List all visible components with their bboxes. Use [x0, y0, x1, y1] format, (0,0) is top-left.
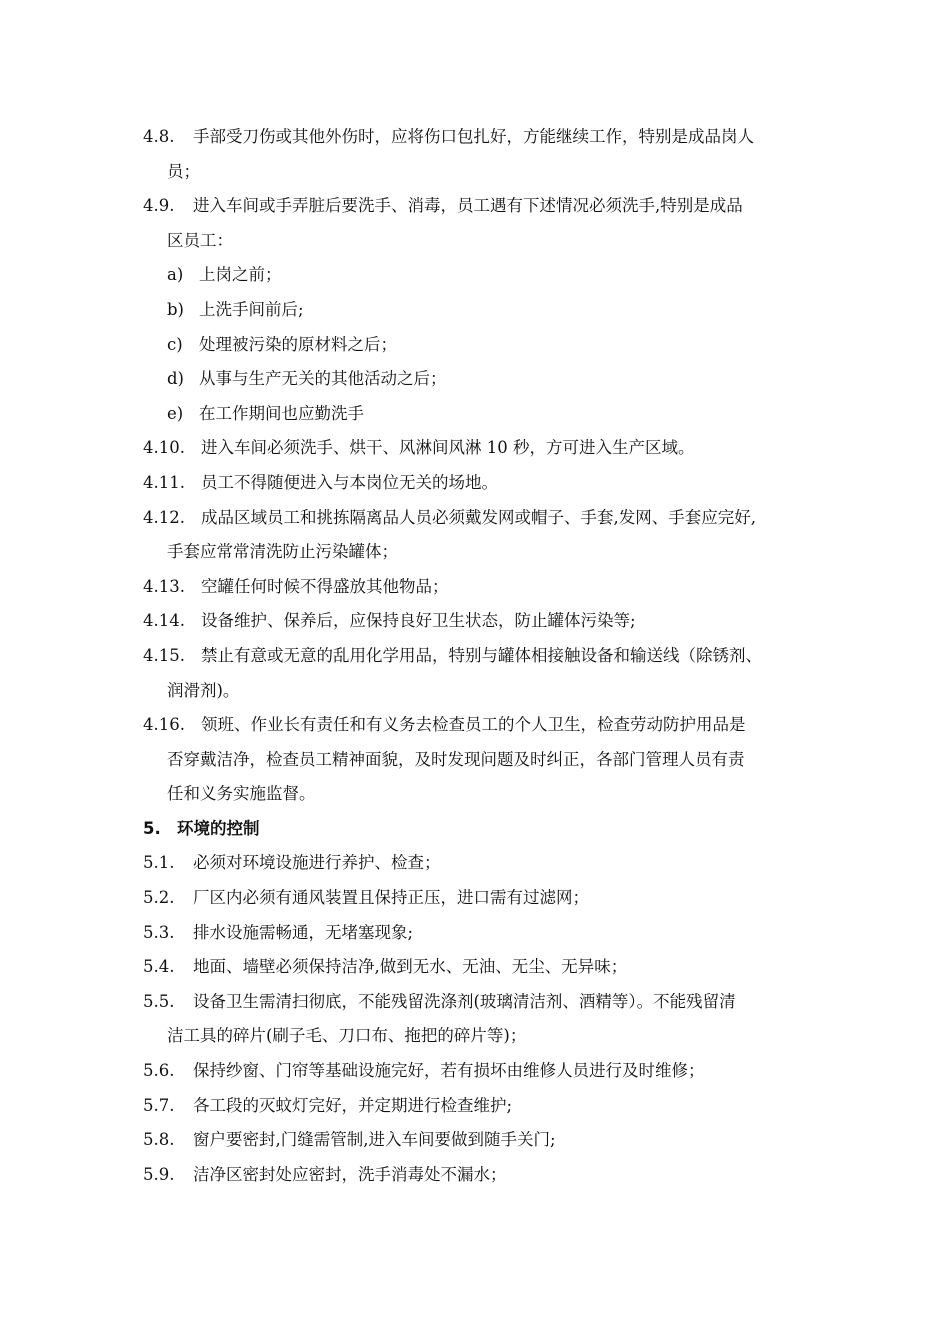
sub-item-label: b): [167, 299, 184, 319]
item-text: 保持纱窗、门帘等基础设施完好，若有损坏由维修人员进行及时维修；: [193, 1061, 705, 1081]
item-text: 洁工具的碎片(刷子毛、刀口布、拖把的碎片等)；: [167, 1026, 527, 1046]
item-text: 润滑剂)。: [167, 680, 240, 700]
item-number: 5.6.: [143, 1061, 175, 1081]
item-number: 5.3.: [143, 922, 175, 942]
list-item-line: [143, 1158, 863, 1193]
sub-list-item: [143, 293, 863, 328]
item-text: 进入车间或手弄脏后要洗手、消毒，员工遇有下述情况必须洗手,特别是成品: [193, 196, 743, 216]
list-item-line: [143, 1089, 863, 1124]
list-item-line: [143, 674, 863, 709]
list-item-line: [143, 916, 863, 951]
item-number: 4.16.: [143, 715, 185, 735]
list-item-line: [143, 501, 863, 536]
list-item-line: [143, 466, 863, 501]
list-item-line: [143, 777, 863, 812]
sub-item-text: 在工作期间也应勤洗手: [199, 403, 364, 423]
list-item-line: [143, 950, 863, 985]
list-item-line: [143, 224, 863, 259]
list-item-line: [143, 985, 863, 1020]
sub-item-text: 上洗手间前后;: [199, 299, 304, 319]
sub-list-item: [143, 258, 863, 293]
list-item-line: [143, 604, 863, 639]
list-item-line: [143, 743, 863, 778]
list-item-line: [143, 708, 863, 743]
item-number: 4.11.: [143, 472, 185, 492]
list-item-line: [143, 639, 863, 674]
item-text: 各工段的灭蚊灯完好，并定期进行检查维护;: [193, 1095, 513, 1115]
item-text: 设备卫生需清扫彻底，不能残留洗涤剂(玻璃清洁剂、酒精等）。不能残留清: [193, 991, 736, 1011]
list-item-line: [143, 846, 863, 881]
item-number: 4.13.: [143, 576, 185, 596]
item-text: 洁净区密封处应密封，洗手消毒处不漏水；: [193, 1164, 507, 1184]
list-item-line: [143, 535, 863, 570]
sub-list-item: [143, 362, 863, 397]
list-item-line: [143, 881, 863, 916]
sub-item-text: 从事与生产无关的其他活动之后；: [199, 369, 447, 389]
document-body: [143, 120, 863, 1192]
item-number: 5.1.: [143, 853, 175, 873]
item-text: 手部受刀伤或其他外伤时，应将伤口包扎好，方能继续工作，特别是成品岗人: [193, 127, 754, 146]
item-number: 4.10.: [143, 438, 185, 458]
section-title: 环境的控制: [177, 818, 260, 838]
item-number: 5.8.: [143, 1130, 175, 1150]
list-item-line: [143, 189, 863, 224]
item-number: 5.2.: [143, 888, 175, 908]
item-number: 4.14.: [143, 611, 185, 631]
item-text: 员工不得随便进入与本岗位无关的场地。: [201, 472, 498, 492]
item-number: 5.4.: [143, 957, 175, 977]
item-number: 5.7.: [143, 1095, 175, 1115]
sub-item-text: 处理被污染的原材料之后；: [199, 334, 397, 354]
item-text: 必须对环境设施进行养护、检查；: [193, 853, 441, 873]
section-heading: [143, 812, 863, 847]
list-item-line: [143, 155, 863, 190]
item-text: 空罐任何时候不得盛放其他物品；: [201, 576, 449, 596]
section-number: 5.: [143, 818, 161, 838]
sub-item-label: e): [167, 403, 184, 423]
item-text: 禁止有意或无意的乱用化学用品，特别与罐体相接触设备和输送线（除锈剂、: [201, 645, 762, 665]
item-text: 进入车间必须洗手、烘干、风淋间风淋 10 秒，方可进入生产区域。: [201, 438, 695, 458]
sub-list-item: [143, 397, 863, 432]
sub-item-label: d): [167, 369, 184, 389]
item-number: 5.5.: [143, 991, 175, 1011]
item-text: 员；: [167, 161, 200, 181]
item-number: 4.9.: [143, 196, 175, 216]
sub-item-text: 上岗之前；: [199, 265, 282, 285]
item-text: 厂区内必须有通风装置且保持正压，进口需有过滤网；: [193, 888, 589, 908]
item-text: 窗户要密封,门缝需管制,进入车间要做到随手关门;: [193, 1130, 556, 1150]
list-item-line: [143, 1019, 863, 1054]
sub-list-item: [143, 328, 863, 363]
item-text: 区员工：: [167, 230, 233, 250]
item-text: 任和义务实施监督。: [167, 784, 316, 804]
item-text: 领班、作业长有责任和有义务去检查员工的个人卫生，检查劳动防护用品是: [201, 715, 746, 735]
item-number: 4.8.: [143, 127, 175, 146]
item-text: 成品区域员工和挑拣隔离品人员必须戴发网或帽子、手套,发网、手套应完好,: [201, 507, 756, 527]
item-number: 4.12.: [143, 507, 185, 527]
item-text: 否穿戴洁净，检查员工精神面貌，及时发现问题及时纠正，各部门管理人员有责: [167, 749, 745, 769]
item-text: 手套应常常清洗防止污染罐体；: [167, 542, 398, 562]
item-text: 设备维护、保养后，应保持良好卫生状态，防止罐体污染等;: [201, 611, 636, 631]
sub-item-label: a): [167, 265, 184, 285]
list-item-line: [143, 431, 863, 466]
list-item-line: [143, 1123, 863, 1158]
item-number: 5.9.: [143, 1164, 175, 1184]
item-text: 排水设施需畅通，无堵塞现象;: [193, 922, 414, 942]
item-number: 4.15.: [143, 645, 185, 665]
sub-item-label: c): [167, 334, 183, 354]
list-item-line: [143, 1054, 863, 1089]
item-text: 地面、墙壁必须保持洁净,做到无水、无油、无尘、无异味；: [193, 957, 628, 977]
list-item-line: [143, 120, 863, 155]
list-item-line: [143, 570, 863, 605]
